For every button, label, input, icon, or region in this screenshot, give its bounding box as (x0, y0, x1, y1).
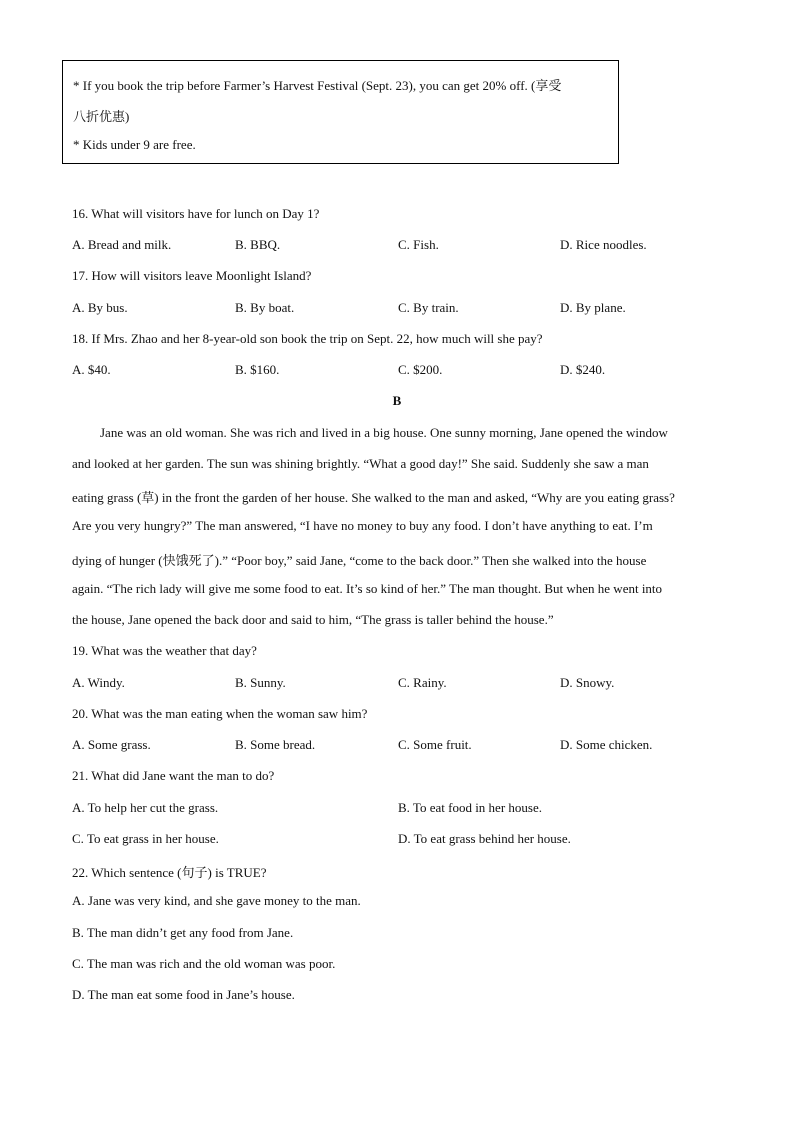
q17-option-d: D. By plane. (560, 300, 626, 315)
section-b-heading: B (392, 393, 402, 408)
passage-line-3: eating grass (草) in the front the garden of her house. She walked to the man and asked, “Why are you eating grass? (72, 490, 675, 505)
passage-line-1: Jane was an old woman. She was rich and lived in a big house. One sunny morning, Jane opened the window (100, 425, 668, 440)
q18-option-a: A. $40. (72, 362, 111, 377)
q18-option-c: C. $200. (398, 362, 443, 377)
q19-option-a: A. Windy. (72, 675, 125, 690)
q18-option-b: B. $160. (235, 362, 280, 377)
q20-option-a: A. Some grass. (72, 737, 151, 752)
notice-box (62, 60, 619, 164)
q17-option-c: C. By train. (398, 300, 459, 315)
q21-option-a: A. To help her cut the grass. (72, 800, 219, 815)
q21-option-d: D. To eat grass behind her house. (398, 831, 571, 846)
q22-option-d: D. The man eat some food in Jane’s house. (72, 987, 295, 1002)
q17-option-b: B. By boat. (235, 300, 295, 315)
q22-option-a: A. Jane was very kind, and she gave money to the man. (72, 893, 361, 908)
q20-option-c: C. Some fruit. (398, 737, 472, 752)
passage-line-5: dying of hunger (快饿死了).” “Poor boy,” said Jane, “come to the back door.” Then she walked into the house (72, 553, 647, 568)
q16-option-a: A. Bread and milk. (72, 237, 172, 252)
q20-option-d: D. Some chicken. (560, 737, 653, 752)
question-20: 20. What was the man eating when the woman saw him? (72, 706, 368, 721)
notice-line-1: * If you book the trip before Farmer’s Harvest Festival (Sept. 23), you can get 20% off. (享受 (73, 78, 562, 93)
passage-line-7: the house, Jane opened the back door and said to him, “The grass is taller behind the house.” (72, 612, 554, 627)
q16-option-d: D. Rice noodles. (560, 237, 647, 252)
q19-option-d: D. Snowy. (560, 675, 615, 690)
passage-line-2: and looked at her garden. The sun was shining brightly. “What a good day!” She said. Suddenly she saw a man (72, 456, 649, 471)
passage-line-6: again. “The rich lady will give me some food to eat. It’s so kind of her.” The man thought. But when he went into (72, 581, 663, 596)
q19-option-b: B. Sunny. (235, 675, 286, 690)
notice-line-2: 八折优惠) (73, 109, 130, 124)
question-16: 16. What will visitors have for lunch on Day 1? (72, 206, 320, 221)
question-17: 17. How will visitors leave Moonlight Island? (72, 268, 312, 283)
notice-line-3: * Kids under 9 are free. (73, 137, 196, 152)
q17-option-a: A. By bus. (72, 300, 128, 315)
q21-option-b: B. To eat food in her house. (398, 800, 542, 815)
question-22: 22. Which sentence (句子) is TRUE? (72, 865, 267, 880)
q20-option-b: B. Some bread. (235, 737, 316, 752)
q21-option-c: C. To eat grass in her house. (72, 831, 219, 846)
q22-option-c: C. The man was rich and the old woman was poor. (72, 956, 336, 971)
question-18: 18. If Mrs. Zhao and her 8-year-old son book the trip on Sept. 22, how much will she pay? (72, 331, 543, 346)
question-19: 19. What was the weather that day? (72, 643, 257, 658)
q22-option-b: B. The man didn’t get any food from Jane. (72, 925, 294, 940)
q16-option-b: B. BBQ. (235, 237, 281, 252)
q19-option-c: C. Rainy. (398, 675, 447, 690)
q18-option-d: D. $240. (560, 362, 606, 377)
passage-line-4: Are you very hungry?” The man answered, “I have no money to buy any food. I don’t have anything to eat. I’m (72, 518, 653, 533)
q16-option-c: C. Fish. (398, 237, 439, 252)
question-21: 21. What did Jane want the man to do? (72, 768, 275, 783)
